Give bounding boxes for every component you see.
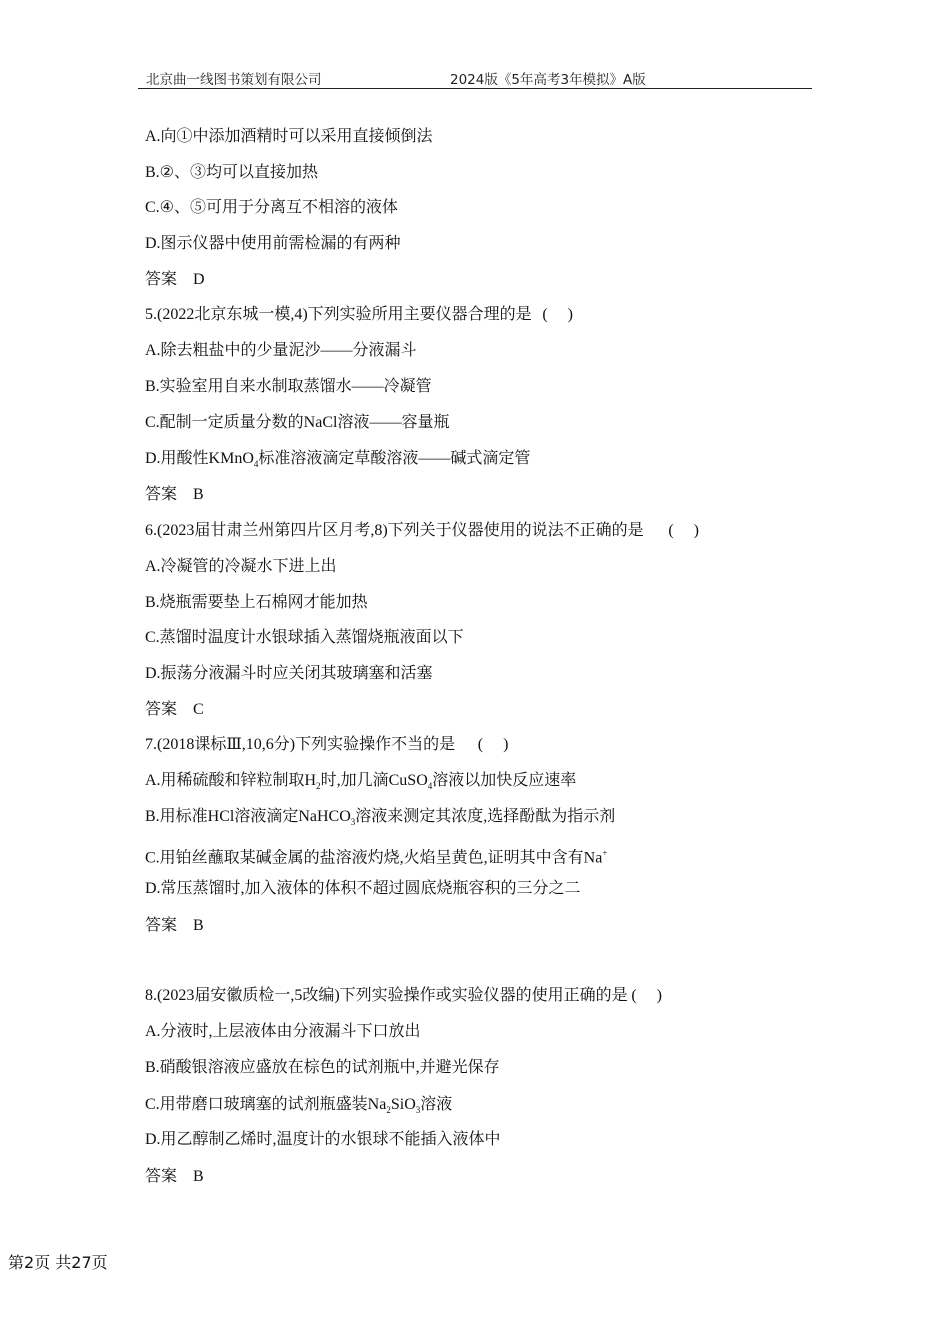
answer-bracket: ( ): [631, 987, 662, 1004]
q8-stem: [145, 986, 666, 1006]
q6-option-c: C.蒸馏时温度计水银球插入蒸馏烧瓶液面以下: [145, 629, 464, 646]
q8-option-a: A.分液时,上层液体由分液漏斗下口放出: [145, 1023, 421, 1040]
q8-option-c: C.用带磨口玻璃塞的试剂瓶盛装$Na_2SiO_3$溶液: [145, 1096, 453, 1116]
q5-option-b: B.实验室用自来水制取蒸馏水——冷凝管: [145, 378, 432, 395]
page-footer: 第2页 共27页: [8, 1253, 108, 1272]
q6-stem: [145, 521, 706, 541]
q4-option-c: C.④、⑤可用于分离互不相溶的液体: [145, 199, 399, 216]
total-pages: 27: [71, 1253, 92, 1272]
q5-answer: 答案 B: [145, 486, 204, 503]
q5-stem-text: 5.(2022北京东城一模,4)下列实验所用主要仪器合理的是: [145, 306, 532, 323]
q4-option-d: D.图示仪器中使用前需检漏的有两种: [145, 235, 401, 252]
q4-option-b: B.②、③均可以直接加热: [145, 164, 319, 181]
q8-option-b: B.硝酸银溶液应盛放在棕色的试剂瓶中,并避光保存: [145, 1059, 500, 1076]
q5-stem: [145, 305, 580, 325]
q6-option-d: D.振荡分液漏斗时应关闭其玻璃塞和活塞: [145, 665, 433, 682]
q7-stem-text: 7.(2018课标Ⅲ,10,6分)下列实验操作不当的是: [145, 736, 456, 753]
q6-stem-text: 6.(2023届甘肃兰州第四片区月考,8)下列关于仪器使用的说法不正确的是: [145, 522, 644, 539]
q5-option-a: A.除去粗盐中的少量泥沙——分液漏斗: [145, 342, 417, 359]
page-header: [138, 66, 812, 89]
answer-bracket: ( ): [477, 736, 509, 753]
q7-stem: [145, 735, 515, 755]
q4-option-a: A.向①中添加酒精时可以采用直接倾倒法: [145, 128, 433, 145]
q8-answer: 答案 B: [145, 1168, 204, 1185]
q7-answer: 答案 B: [145, 917, 204, 934]
q7-option-d: D.常压蒸馏时,加入液体的体积不超过圆底烧瓶容积的三分之二: [145, 880, 581, 897]
q7-option-b: B.用标准HCl溶液滴定NaHCO$_3$溶液来测定其浓度,选择酚酞为指示剂: [145, 808, 616, 828]
book-title: 2024版《5年高考3年模拟》A版: [450, 72, 646, 88]
publisher-name: 北京曲一线图书策划有限公司: [146, 72, 322, 88]
q8-stem-text: 8.(2023届安徽质检一,5改编)下列实验操作或实验仪器的使用正确的是: [145, 987, 628, 1004]
answer-bracket: ( ): [542, 306, 573, 323]
q7-option-a: A.用稀硫酸和锌粒制取$H_2$时,加几滴CuSO$_4$溶液以加快反应速率: [145, 772, 577, 792]
q6-answer: 答案 C: [145, 701, 204, 718]
q7-option-c: C.用铂丝蘸取某碱金属的盐溶液灼烧,火焰呈黄色,证明其中含有Na+: [145, 848, 608, 867]
q4-answer: 答案 D: [145, 271, 205, 288]
q6-option-a: A.冷凝管的冷凝水下进上出: [145, 558, 337, 575]
q5-option-d: D.用酸性KMnO$_4$标准溶液滴定草酸溶液——碱式滴定管: [145, 450, 531, 470]
q6-option-b: B.烧瓶需要垫上石棉网才能加热: [145, 594, 368, 611]
page-number: 2: [24, 1253, 35, 1272]
answer-bracket: ( ): [668, 522, 699, 539]
q5-option-c: C.配制一定质量分数的NaCl溶液——容量瓶: [145, 414, 450, 431]
q8-option-d: D.用乙醇制乙烯时,温度计的水银球不能插入液体中: [145, 1131, 501, 1148]
